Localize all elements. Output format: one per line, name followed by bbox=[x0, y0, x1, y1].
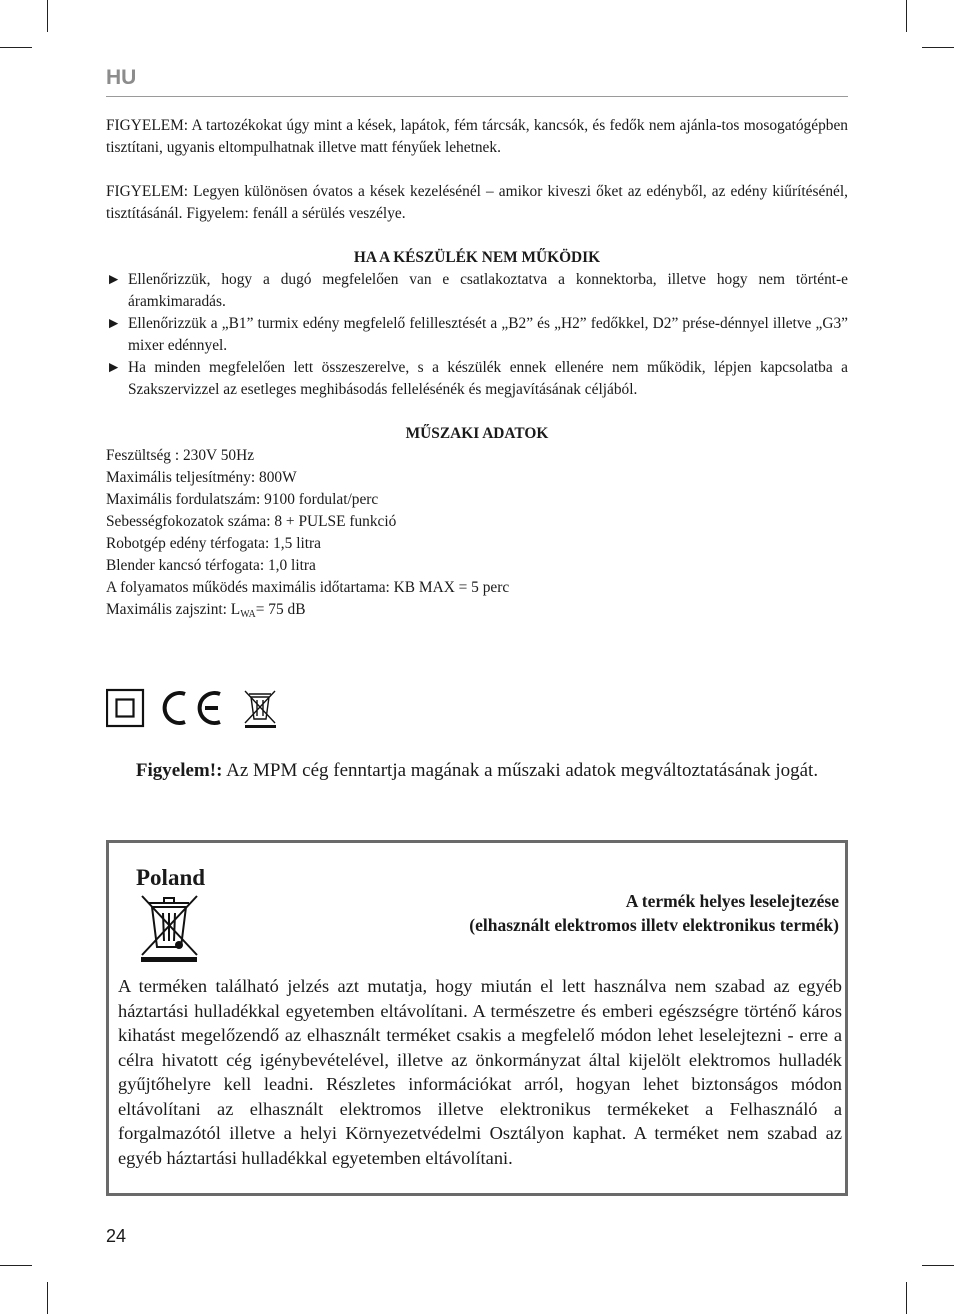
disposal-title-line: (elhasznált elektromos illetv elektronikus termék) bbox=[469, 915, 839, 935]
arrow-bullet-icon: ► bbox=[106, 315, 122, 332]
warning-paragraph: FIGYELEM: Legyen különösen óvatos a kések kezelésénél – amikor kiveszi őket az edényből, az edény kiűrítésénél, tisztításánál. Figyelem: fenáll a sérülés veszélye. bbox=[106, 183, 848, 222]
crossed-bin-icon bbox=[245, 691, 276, 728]
crop-mark bbox=[922, 1265, 954, 1266]
ce-mark-icon bbox=[165, 693, 220, 723]
crop-mark bbox=[47, 1282, 48, 1314]
spec-line: Maximális teljesítmény: 800W bbox=[106, 469, 297, 486]
crossed-bin-icon bbox=[139, 893, 199, 965]
troubleshooting-list bbox=[106, 269, 848, 401]
list-item-text: Ha minden megfelelően lett összeszerelve, s a készülék ennek ellenére nem működik, lépjen kapcsolatba a Szakszervizzel az esetleges meghibásodás fellelésénék és megjavításának céljából. bbox=[128, 359, 848, 398]
main-content bbox=[106, 115, 848, 621]
crop-mark bbox=[906, 0, 907, 32]
spec-line: Sebességfokozatok száma: 8 + PULSE funkció bbox=[106, 513, 397, 530]
specs-list bbox=[106, 445, 848, 621]
language-code: HU bbox=[106, 66, 137, 89]
list-item bbox=[106, 269, 848, 313]
crop-mark bbox=[906, 1282, 907, 1314]
notice-label: Figyelem!: bbox=[135, 760, 223, 781]
warning-paragraph: FIGYELEM: A tartozékokat úgy mint a kések, lapátok, fém tárcsák, kancsók, és fedők nem ajánla-tos mosogatógépben tisztítani, ugyanis eltompulhatnak illetve matt fényűek lehetnek. bbox=[106, 117, 848, 156]
header-rule bbox=[106, 96, 848, 97]
crop-mark bbox=[0, 1265, 32, 1266]
disposal-title-line: A termék helyes leselejtezése bbox=[625, 891, 839, 911]
spec-line: A folyamatos működés maximális időtartama: KB MAX = 5 perc bbox=[106, 579, 510, 596]
spec-line-noise bbox=[106, 599, 848, 621]
noise-suffix: = 75 dB bbox=[255, 601, 306, 618]
crop-mark bbox=[0, 47, 32, 48]
noise-prefix: Maximális zajszint: L bbox=[106, 601, 241, 618]
country-label: Poland bbox=[136, 865, 206, 890]
noise-subscript: WA bbox=[240, 609, 256, 620]
spec-line: Maximális fordulatszám: 9100 fordulat/perc bbox=[106, 491, 379, 508]
disposal-title bbox=[469, 889, 839, 937]
disposal-text: A terméken található jelzés azt mutatja, hogy miután el lett használva nem szabad az egyéb háztartási hulladékkal egyetemben eltávolítani. A természetre és emberi egészségre történő káros kihatást megelőzendő az elhasznált terméket csakis a megfelelő módon lehet leselejtezni - erre a célra hivatott cég igénybevételével, illetve az önkormányzat által kijelölt elektromos hulladék gyűjtőhelyre kell leadni. Részletes információkat arról, hogyan lehet biztonságos módon eltávolítani az elhasznált elektromos illetve elektronikus termékeket a Felhasználó a forgalmazótól illetve a helyi Környezetvédelmi Osztályon kaphat. A terméket nem szabad az egyéb háztartási hulladékkal egyetemben eltávolítani. bbox=[118, 976, 842, 1168]
list-item-text: Ellenőrizzük a „B1” turmix edény megfelelő felillesztését a „B2” és „H2” fedőkkel, D2” prése-dénnyel illetve „G3” mixer edénnyel. bbox=[128, 315, 848, 354]
arrow-bullet-icon: ► bbox=[106, 359, 122, 376]
spec-line: Robotgép edény térfogata: 1,5 litra bbox=[106, 535, 321, 552]
spec-line: Blender kancsó térfogata: 1,0 litra bbox=[106, 557, 316, 574]
notice bbox=[120, 757, 834, 784]
list-item bbox=[106, 313, 848, 357]
list-item bbox=[106, 357, 848, 401]
disposal-box bbox=[106, 840, 848, 1196]
symbols-row bbox=[106, 688, 286, 730]
troubleshooting-heading: HA A KÉSZÜLÉK NEM MŰKÖDIK bbox=[353, 249, 601, 266]
arrow-bullet-icon: ► bbox=[106, 271, 122, 288]
notice-text: Az MPM cég fenntartja magának a műszaki adatok megváltoztatásának jogát. bbox=[222, 760, 819, 781]
spec-line: Feszültség : 230V 50Hz bbox=[106, 447, 255, 464]
crop-mark bbox=[922, 47, 954, 48]
double-insulation-icon bbox=[107, 690, 143, 726]
crop-mark bbox=[47, 0, 48, 32]
page-number: 24 bbox=[106, 1226, 127, 1246]
specs-heading: MŰSZAKI ADATOK bbox=[405, 425, 549, 442]
list-item-text: Ellenőrizzük, hogy a dugó megfelelően van e csatlakoztatva a konnektorba, illetve hogy nem történt-e áramkimaradás. bbox=[128, 271, 848, 310]
